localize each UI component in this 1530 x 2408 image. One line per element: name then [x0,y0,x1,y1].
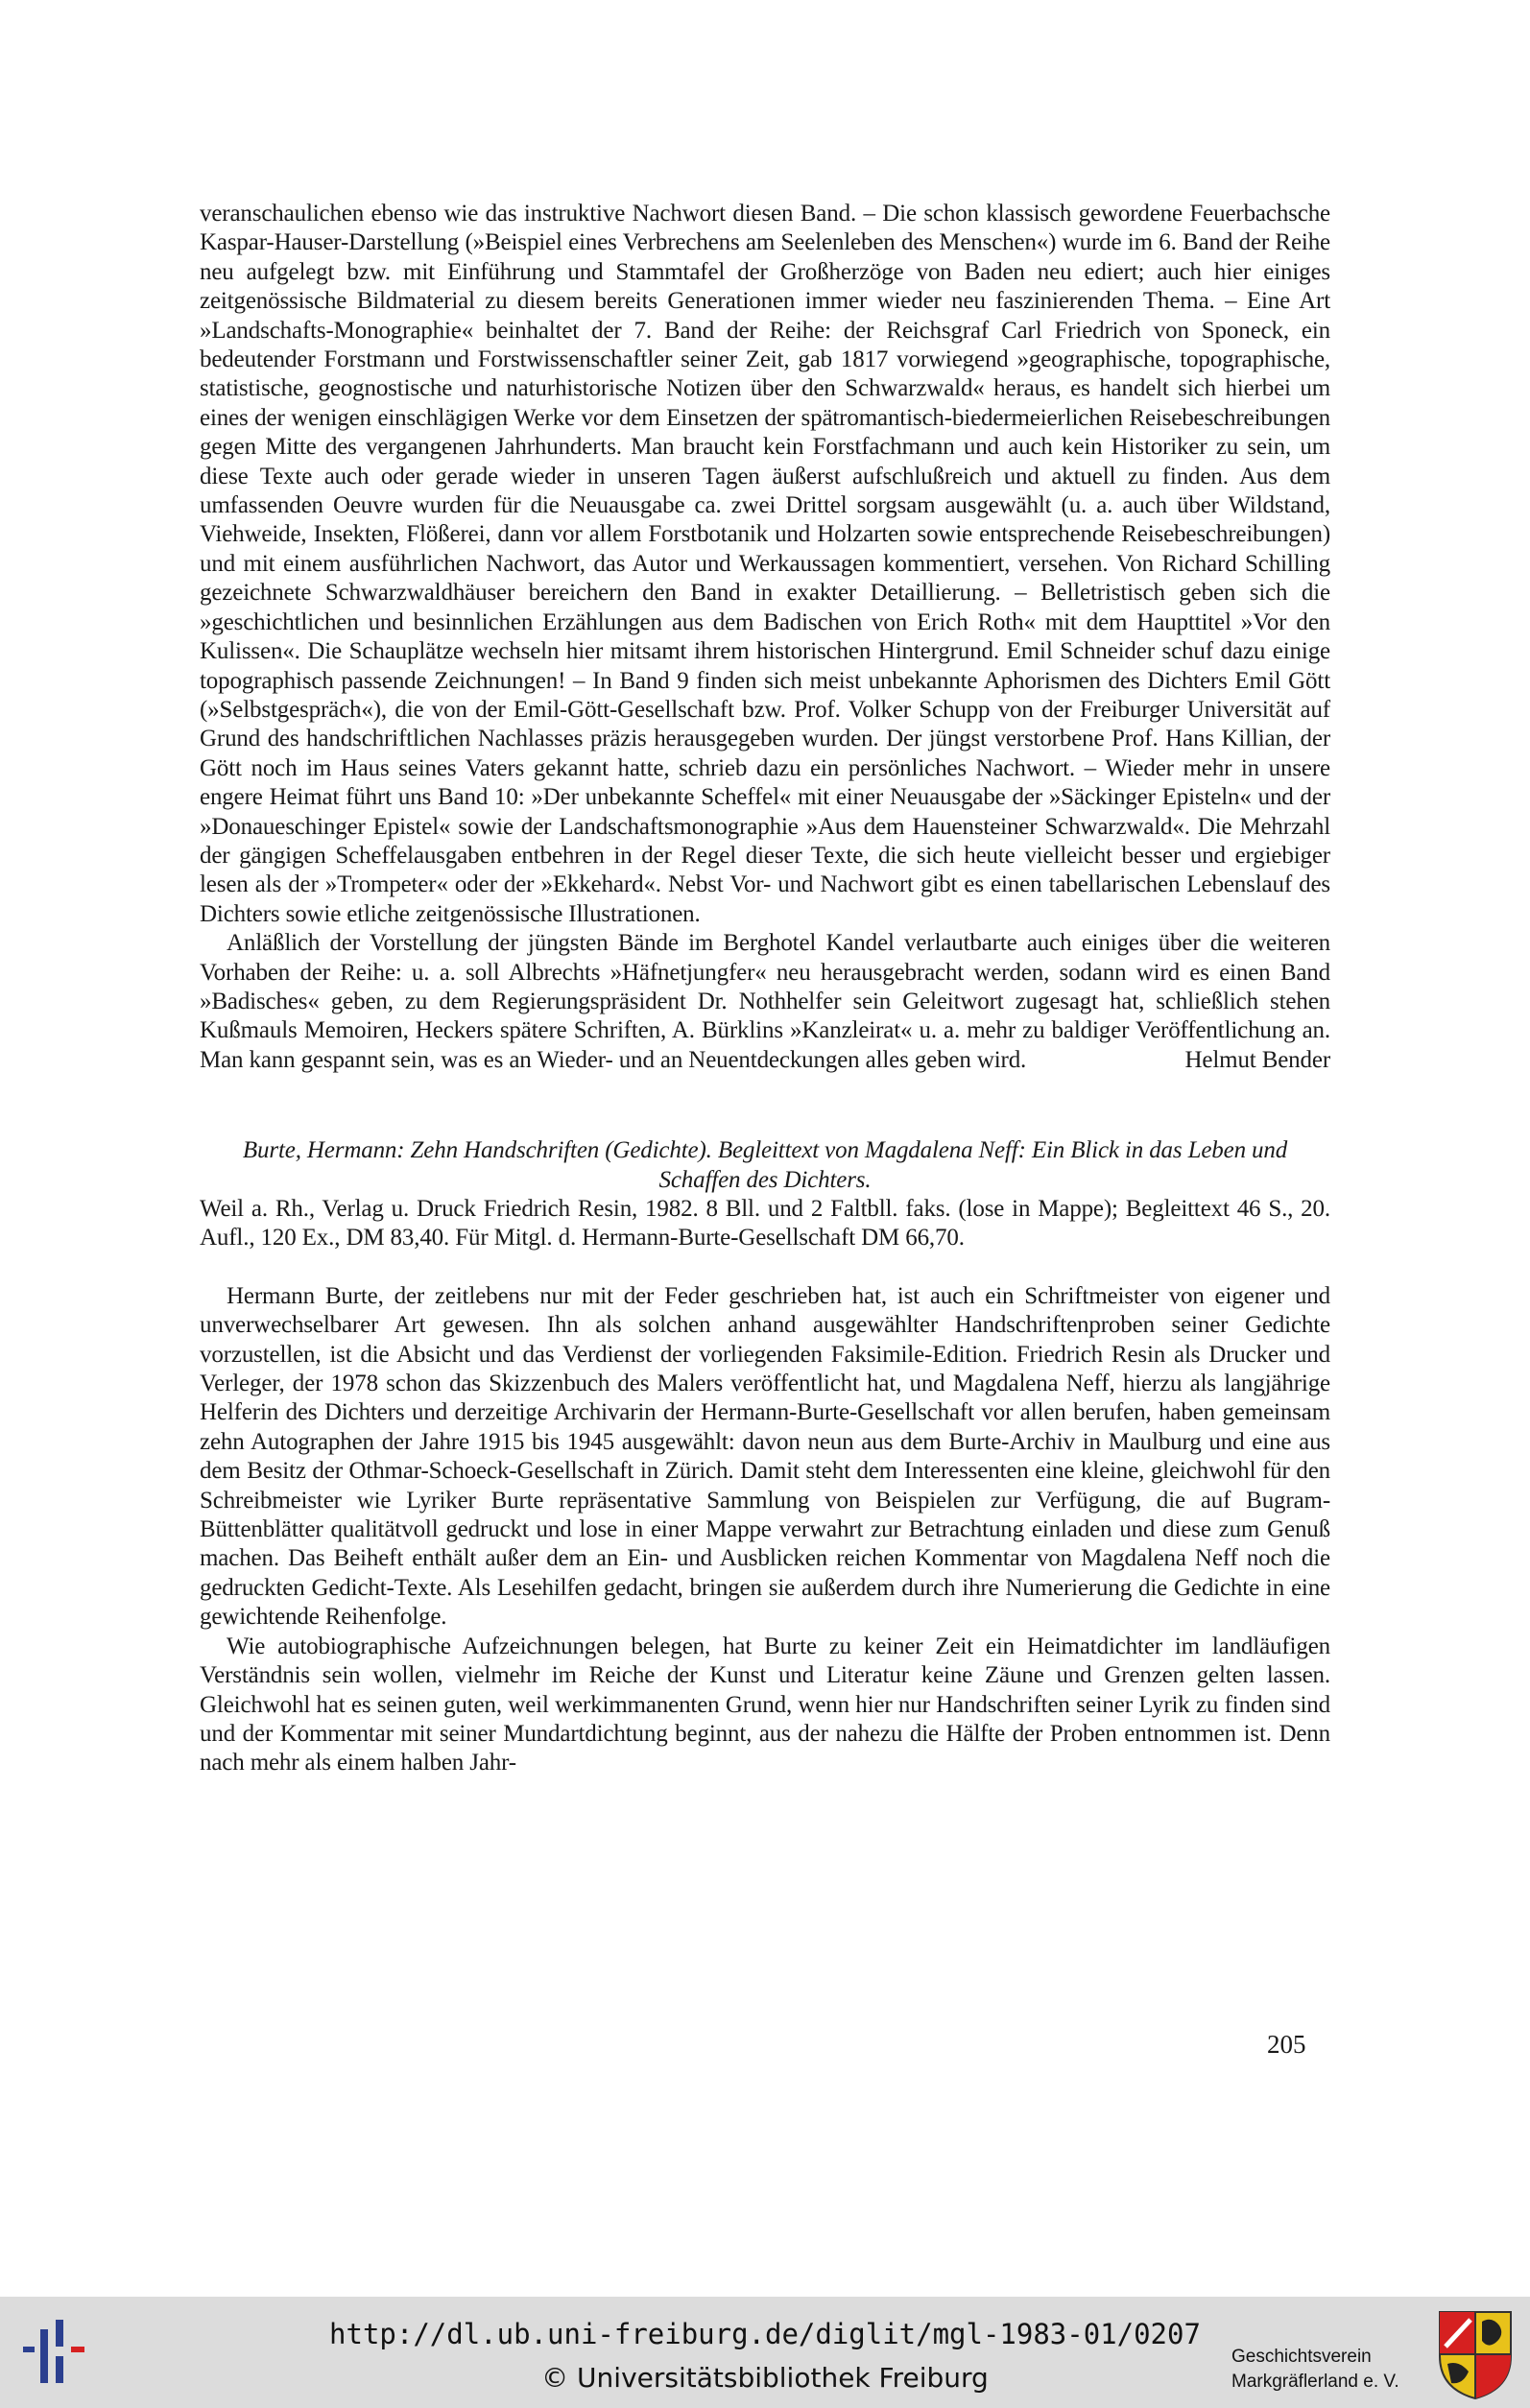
society-name-line-2: Markgräflerland e. V. [1231,2372,1399,2392]
review1-paragraph-2-text: Anläßlich der Vorstellung der jüngsten Bände im Berghotel Kandel verlautbarte auch einiges über die weiteren Vorhaben der Reihe: u. a. soll Albrechts »Häfnetjungfer« neu herausgebracht werden, sodann wird es einen Band »Badisches« geben, zu dem Regierungspräsident Dr. Nothhelfer sein Geleitwort zugesagt hat, schließlich stehen Kußmauls Memoiren, Heckers spätere Schriften, A. Bürklins »Kanzleirat« u. a. mehr zu baldiger Veröffentlichung an. Man kann gespannt sein, was es an Wieder- und an Neuentdeckungen alles geben wird. [200,930,1330,1073]
review1-paragraph-2 [200,929,1330,1075]
footer-url[interactable]: http://dl.ub.uni-freiburg.de/diglit/mgl-1983-01/0207 [329,2318,1201,2350]
review1-paragraph-1: veranschaulichen ebenso wie das instruktive Nachwort diesen Band. – Die schon klassisch gewordene Feuerbachsche Kaspar-Hauser-Darstellung (»Beispiel eines Verbrechens am Seelenleben des Menschen«) wurde im 6. Band der Reihe neu aufgelegt bzw. mit Einführung und Stammtafel der Großherzöge von Baden neu ediert; auch hier einiges zeitgenössische Bildmaterial zu diesem bereits Generationen immer wieder neu faszinierenden Thema. – Eine Art »Landschafts-Monographie« beinhaltet der 7. Band der Reihe: der Reichsgraf Carl Friedrich von Sponeck, ein bedeutender Forstmann und Forstwissenschaftler seiner Zeit, gab 1817 vorwiegend »geographische, topographische, statistische, geognostische und naturhistorische Notizen über den Schwarzwald« heraus, es handelt sich hierbei um eines der wenigen einschlägigen Werke vor dem Einsetzen der spätromantisch-biedermeierlichen Reisebeschreibungen gegen Mitte des vergangenen Jahrhunderts. Man braucht kein Forstfachmann und auch kein Historiker zu sein, um diese Texte auch oder gerade wieder in unseren Tagen äußerst aufschlußreich und aktuell zu finden. Aus dem umfassenden Oeuvre wurden für die Neuausgabe ca. zwei Drittel sorgsam ausgewählt (u. a. auch über Wildstand, Viehweide, Insekten, Flößerei, dann vor allem Forstbotanik und Holzarten sowie entsprechende Reisebeschreibungen) und mit einem ausführlichen Nachwort, das Autor und Werkaussagen kommentiert, versehen. Von Richard Schilling gezeichnete Schwarzwaldhäuser bereichern den Band in exakter Detaillierung. – Belletristisch geben sich die »geschichtlichen und besinnlichen Erzählungen aus dem Badischen von Erich Roth« mit dem Haupttitel »Vor den Kulissen«. Die Schauplätze wechseln hier mitsamt ihrem historischen Hintergrund. Emil Schneider schuf dazu einige topographisch passende Zeichnungen! – In Band 9 finden sich meist unbekannte Aphorismen des Dichters Emil Gött (»Selbstgespräch«), die von der Emil-Gött-Gesellschaft bzw. Prof. Volker Schupp von der Freiburger Universität auf Grund des handschriftlichen Nachlasses präzis herausgegeben wurden. Der jüngst verstorbene Prof. Hans Killian, der Gött noch im Haus seines Vaters gekannt hatte, schrieb dazu ein persönliches Nachwort. – Wieder mehr in unsere engere Heimat führt uns Band 10: »Der unbekannte Scheffel« mit einer Neuausgabe der »Säckinger Episteln« und der »Donaueschinger Epistel« sowie der Landschaftsmonographie »Aus dem Hauensteiner Schwarzwald«. Die Mehrzahl der gängigen Scheffelausgaben entbehren in der Regel dieser Texte, die sich heute vielleicht besser und ergiebiger lesen als der »Trompeter« oder der »Ekkehard«. Nebst Vor- und Nachwort gibt es einen tabellarischen Lebenslauf des Dichters sowie etliche zeitgenössische Illustrationen. [200,201,1330,927]
coat-of-arms-icon [1436,2308,1515,2400]
review1-signature: Helmut Bender [1184,1046,1330,1073]
society-name-line-1: Geschichtsverein [1231,2347,1372,2367]
review2-paragraph-1: Hermann Burte, der zeitlebens nur mit der Feder geschrieben hat, ist auch ein Schriftmeister von eigener und unverwechselbarer Art gewesen. Ihn als solchen anhand ausgewählter Handschriftenproben seiner Gedichte vorzustellen, ist die Absicht und das Verdienst der vorliegenden Faksimile-Edition. Friedrich Resin als Drucker und Verleger, der 1978 schon das Skizzenbuch des Malers veröffentlicht hat, und Magdalena Neff, hierzu als langjährige Helferin des Dichters und derzeitige Archivarin der Hermann-Burte-Gesellschaft vor allen berufen, haben gemeinsam zehn Autographen der Jahre 1915 bis 1945 ausgewählt: davon neun aus dem Burte-Archiv in Maulburg und eine aus dem Besitz der Othmar-Schoeck-Gesellschaft in Zürich. Damit steht dem Interessenten eine kleine, gleichwohl für den Schreibmeister wie Lyriker Burte repräsentative Sammlung von Beispielen zur Verfügung, die auf Bugram-Büttenblätter qualitätvoll gedruckt und lose in einer Mappe verwahrt zur Betrachtung einladen und diese zum Genuß machen. Das Beiheft enthält außer dem an Ein- und Ausblicken reichen Kommentar von Magdalena Neff noch die gedruckten Gedicht-Texte. Als Lesehilfen gedacht, bringen sie außerdem durch ihre Numerierung die Gedichte in eine gewichtende Reihenfolge. [200,1282,1330,1631]
review1-closing [200,929,1330,1075]
footer-bar [0,2297,1530,2408]
review2-paragraph-2: Wie autobiographische Aufzeichnungen belegen, hat Burte zu keiner Zeit ein Heimatdichter im landläufigen Verständnis sein wollen, vielmehr im Reiche der Kunst und Literatur keine Zäune und Grenzen gelten lassen. Gleichwohl hat es seinen guten, weil werkimmanenten Grund, wenn hier nur Handschriften seiner Lyrik zu finden sind und der Kommentar mit seiner Mundartdichtung beginnt, aus der nahezu die Hälfte der Proben entnommen ist. Denn nach mehr als einem halben Jahr- [200,1633,1330,1776]
society-name [1231,2345,1399,2395]
footer-copyright: © Universitätsbibliothek Freiburg [541,2362,989,2394]
review2-bibliographic-info: Weil a. Rh., Verlag u. Druck Friedrich Resin, 1982. 8 Bll. und 2 Faltbll. faks. (lose in Mappe); Begleittext 46 S., 20. Aufl., 120 Ex., DM 83,40. Für Mitgl. d. Hermann-Burte-Gesellschaft DM 66,70. [200,1196,1330,1252]
document-page [200,200,1330,1778]
review2-heading: Burte, Hermann: Zehn Handschriften (Gedichte). Begleittext von Magdalena Neff: Ein Blick in das Leben und Schaffen des Dichters. [242,1137,1288,1193]
page-number: 205 [1267,2030,1306,2059]
